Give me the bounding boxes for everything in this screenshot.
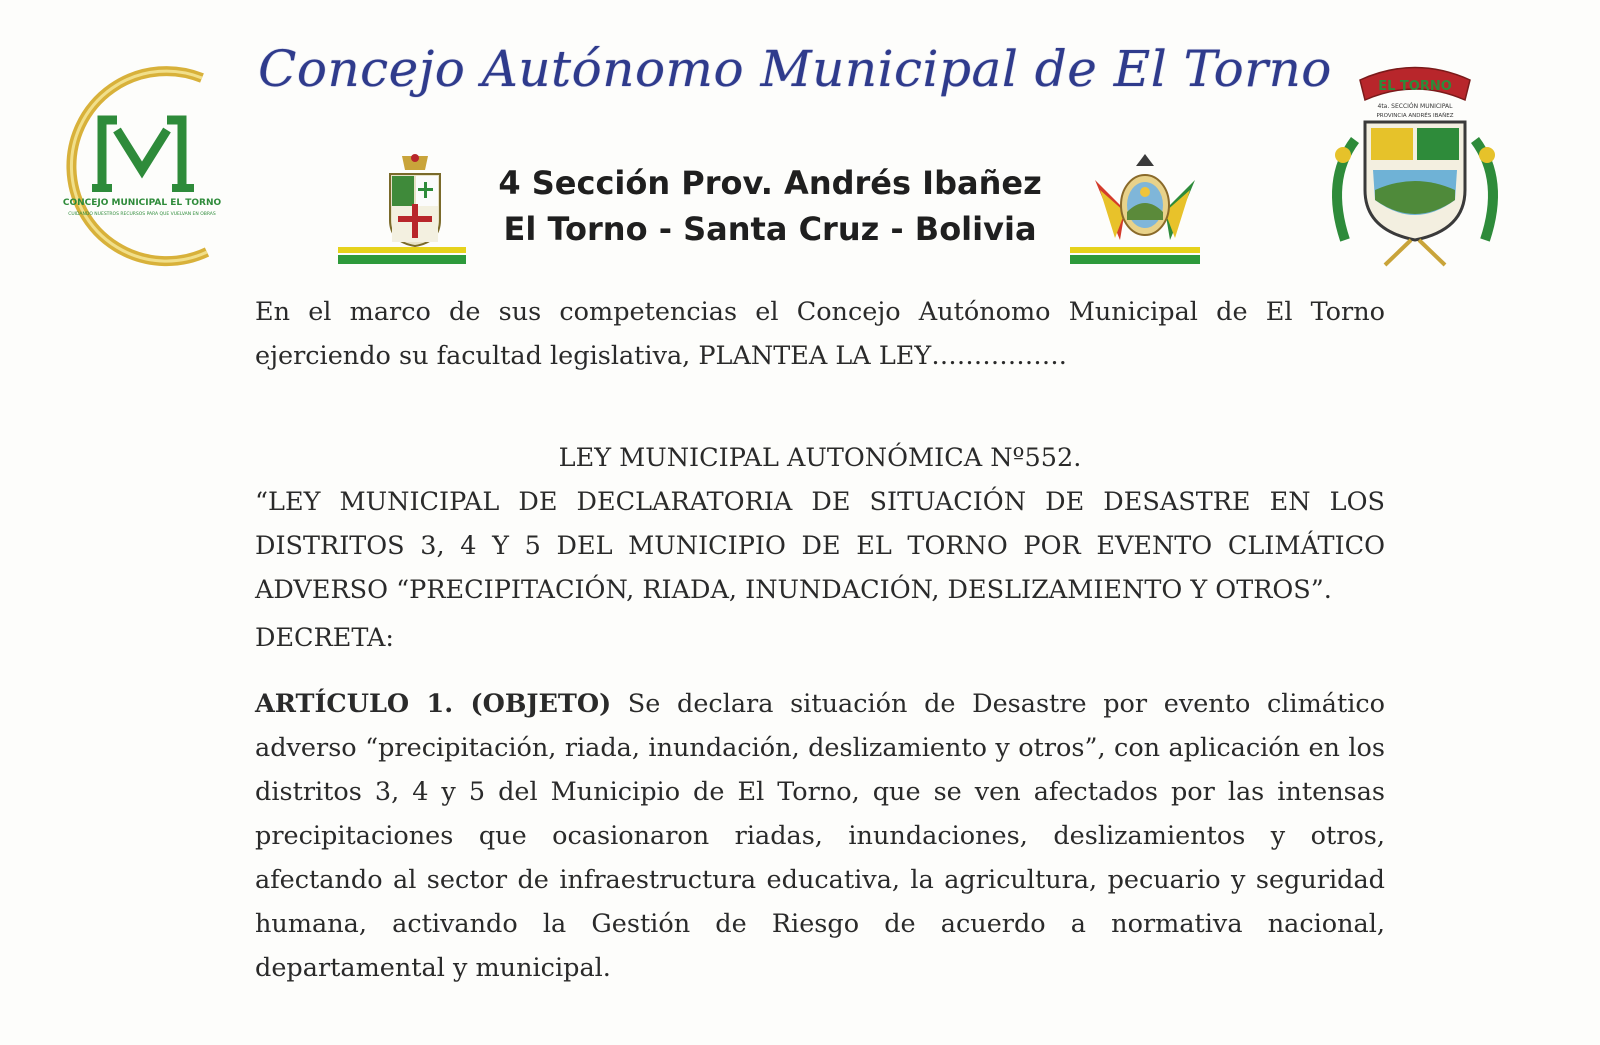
subtitle-line-1: 4 Sección Prov. Andrés Ibañez: [498, 164, 1042, 202]
bolivia-coat-of-arms-icon: [1090, 150, 1200, 250]
crest-banner: EL TORNO: [1378, 79, 1452, 94]
flag-stripe: [338, 247, 466, 265]
law-title: “LEY MUNICIPAL DE DECLARATORIA DE SITUACIÓN DE DESASTRE EN LOS DISTRITOS 3, 4 Y 5 DEL MUNICIPIO DE EL TORNO POR EVENTO CLIMÁTICO ADVERSO “PRECIPITACIÓN, RIADA, INUNDACIÓN, DESLIZAMIENTO Y OTROS”.: [255, 487, 1385, 605]
province-shield-icon: [380, 150, 450, 250]
logo-tagline: CUIDANDO NUESTROS RECURSOS PARA QUE VUELVAN EN OBRAS: [68, 212, 216, 217]
subtitle-line-2: El Torno - Santa Cruz - Bolivia: [503, 210, 1037, 248]
concejo-logo: [42, 60, 242, 270]
intro-paragraph: En el marco de sus competencias el Concejo Autónomo Municipal de El Torno ejerciendo su facultad legislativa, PLANTEA LA LEY…………….: [255, 297, 1385, 371]
location-subtitle: [470, 160, 1070, 252]
decreta-heading: DECRETA:: [255, 623, 395, 653]
document-body: [255, 290, 1385, 990]
flag-stripe: [1070, 247, 1200, 265]
council-title: Concejo Autónomo Municipal de El Torno: [258, 40, 1332, 98]
crest-sub: 4ta. SECCIÓN MUNICIPAL: [1377, 103, 1453, 110]
logo-text: CONCEJO MUNICIPAL EL TORNO: [62, 198, 222, 208]
article-1-text: Se declara situación de Desastre por evento climático adverso “precipitación, riada, inundación, deslizamiento y otros”, con aplicación en los distritos 3, 4 y 5 del Municipio de El Torno, que se ven afectados por las intensas precipitaciones que ocasionaron riadas, inundaciones, deslizamientos y otros, afectando al sector de infraestructura educativa, la agricultura, pecuario y seguridad humana, activando la Gestión de Riesgo de acuerdo a normativa nacional, departamental y municipal.: [255, 689, 1385, 983]
article-1-heading: ARTÍCULO 1. (OBJETO): [255, 689, 612, 719]
article-1: [255, 682, 1385, 990]
el-torno-crest-icon: [1315, 60, 1515, 270]
law-number: LEY MUNICIPAL AUTONÓMICA Nº552.: [558, 443, 1082, 473]
crest-prov: PROVINCIA ANDRÉS IBAÑEZ: [1376, 113, 1454, 119]
